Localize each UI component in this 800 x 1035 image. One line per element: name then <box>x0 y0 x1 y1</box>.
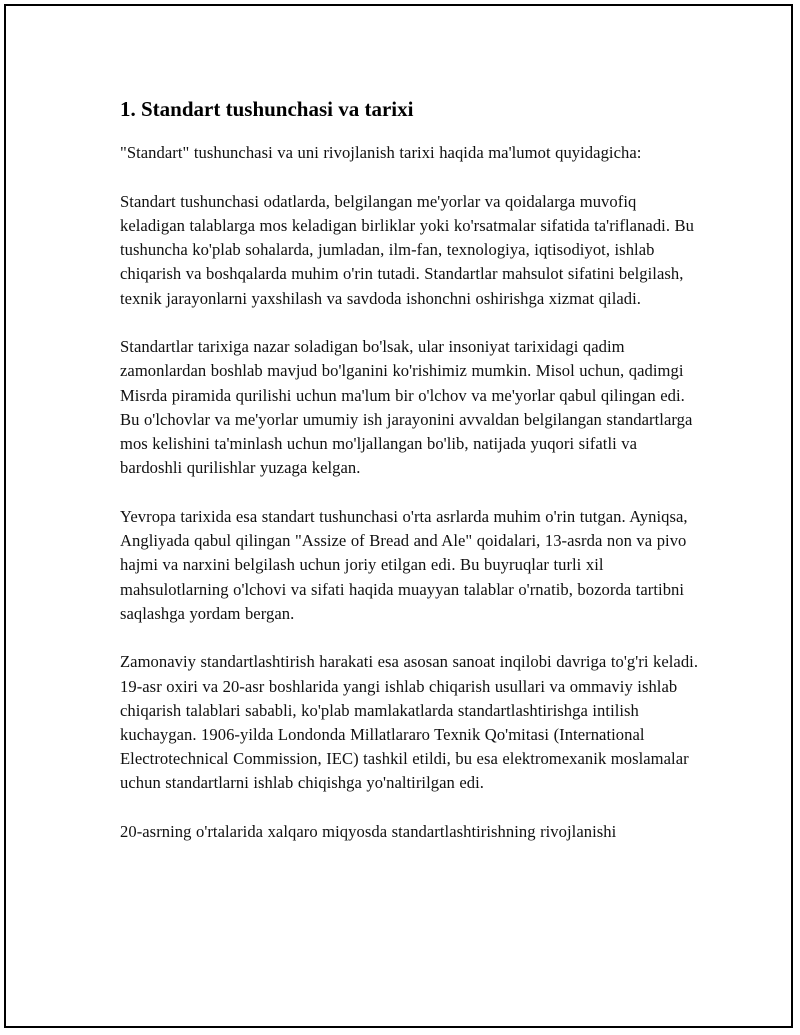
section-heading: 1. Standart tushunchasi va tarixi <box>120 97 414 121</box>
paragraph-modern-standardization: Zamonaviy standartlashtirish harakati esa asosan sanoat inqilobi davriga to'g'ri keladi. 19-asr oxiri va 20-asr boshlarida yangi ishlab chiqarish usullari va ommaviy ishlab chiqarish talablari sababli, ko'plab mamlakatlarda standartlashtirishga intilish kuchaygan. 1906-yilda Londonda Millatlararo Texnik Qo'mitasi (International Electrotechnical Commission, IEC) tashkil etildi, bu esa elektromexanik moslamalar uchun standartlarni ishlab chiqishga yo'naltirilgan edi. <box>120 652 699 793</box>
paragraph-definition: Standart tushunchasi odatlarda, belgilangan me'yorlar va qoidalarga muvofiq keladigan talablarga mos keladigan birliklar yoki ko'rsatmalar sifatida ta'riflanadi. Bu tushuncha ko'plab sohalarda, jumladan, ilm-fan, texnologiya, iqtisodiyot, ishlab chiqarish va boshqalarda muhim o'rin tutadi. Standartlar mahsulot sifatini belgilash, texnik jarayonlarni yaxshilash va savdoda ishonchni oshirishga xizmat qiladi. <box>120 191 695 308</box>
paragraph-ancient-history: Standartlar tarixiga nazar soladigan bo'lsak, ular insoniyat tarixidagi qadim zamonlardan boshlab mavjud bo'lganini ko'rishimiz mumkin. Misol uchun, qadimgi Misrda piramida qurilishi uchun ma'lum bir o'lchov va me'yorlar qabul qilingan edi. Bu o'lchovlar va me'yorlar umumiy ish jarayonini avvaldan belgilangan standartlarga mos kelishini ta'minlash uchun mo'ljallangan bo'lib, natijada yuqori sifatli va bardoshli qurilishlar yuzaga kelgan. <box>120 337 693 478</box>
paragraph-europe-history: Yevropa tarixida esa standart tushunchasi o'rta asrlarda muhim o'rin tutgan. Ayniqsa, Angliyada qabul qilingan "Assize of Bread and Ale" qoidalari, 13-asrda non va pivo hajmi va narxini belgilash uchun joriy etilgan edi. Bu buyruqlar turli xil mahsulotlarning o'lchovi va sifati haqida muayyan talablar o'rnatib, bozorda tartibni saqlashga yordam bergan. <box>120 506 688 623</box>
paragraph-20th-century: 20-asrning o'rtalarida xalqaro miqyosda standartlashtirishning rivojlanishi <box>120 822 617 842</box>
paragraph-intro: "Standart" tushunchasi va uni rivojlanish tarixi haqida ma'lumot quyidagicha: <box>120 143 642 162</box>
page-frame <box>4 4 793 1028</box>
document-body <box>120 94 700 869</box>
